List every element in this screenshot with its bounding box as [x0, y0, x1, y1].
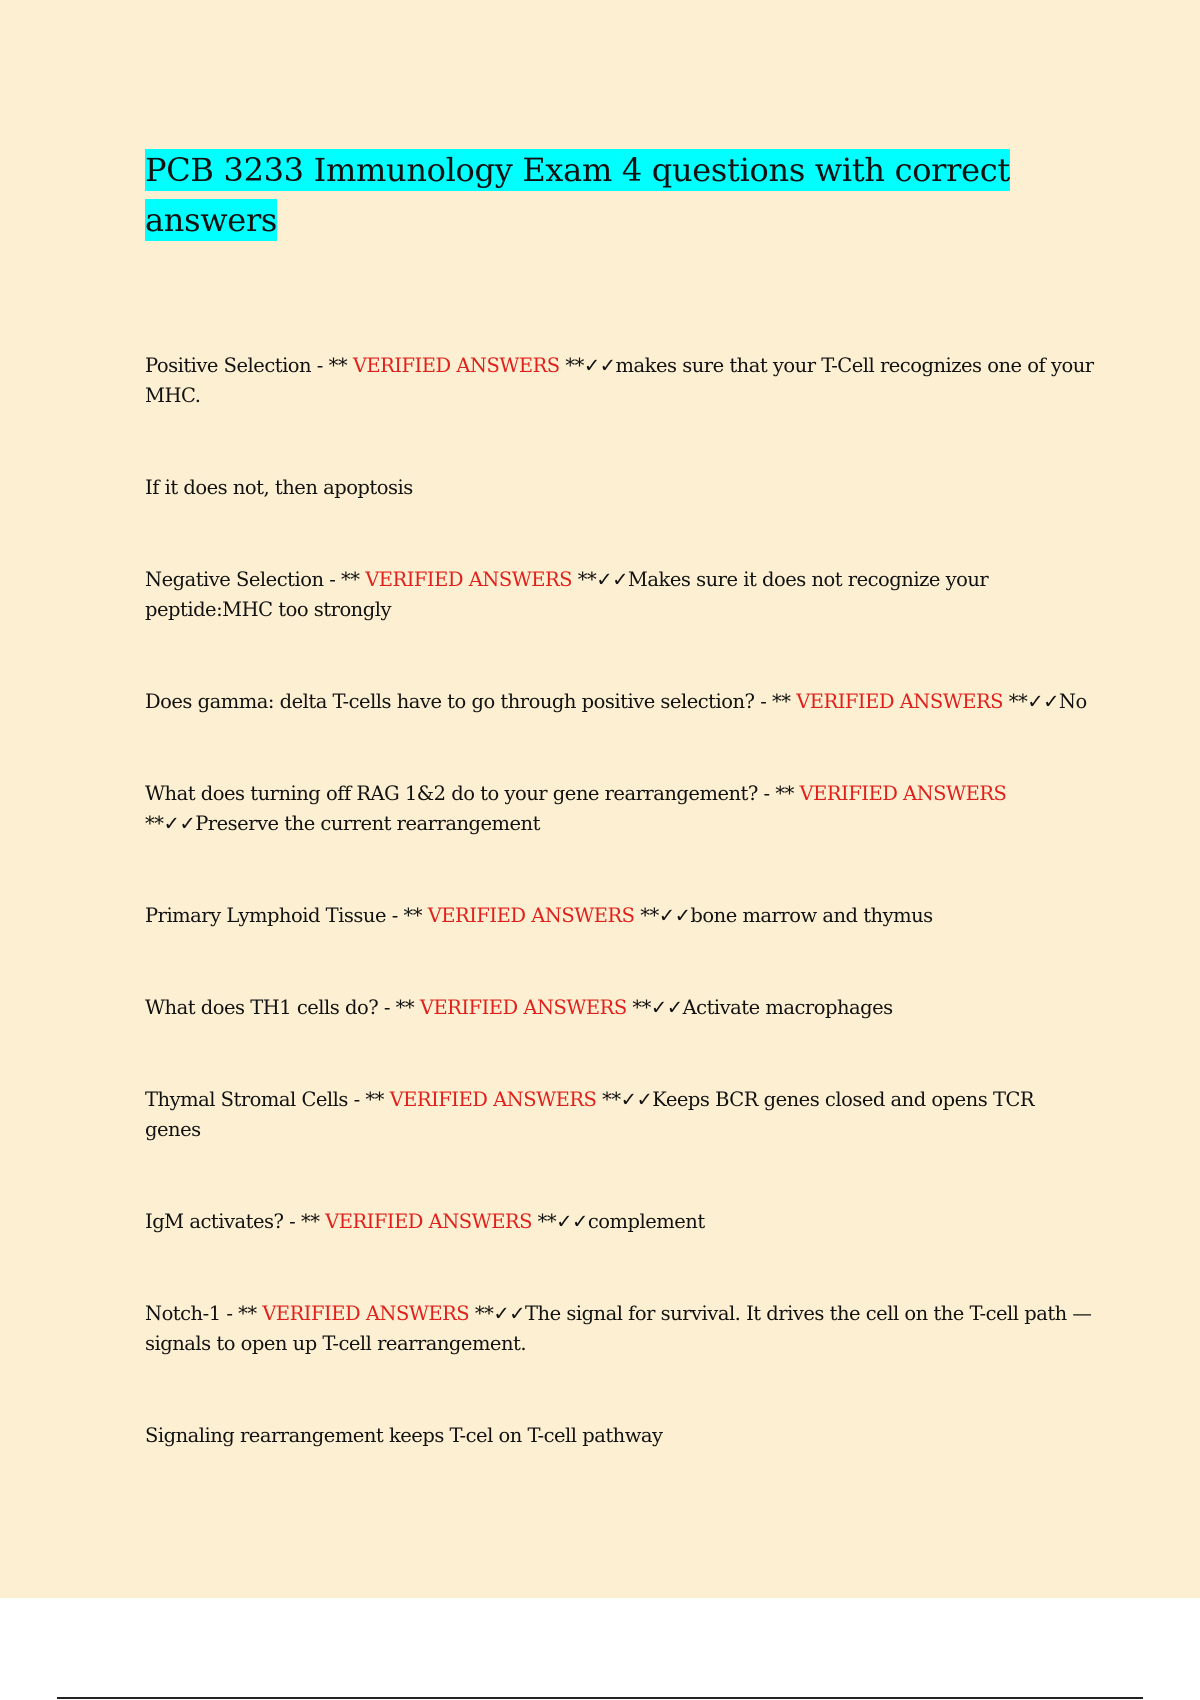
- stars-marker: **: [1008, 690, 1028, 713]
- stars-marker: **: [602, 1088, 621, 1111]
- check-icon: ✓✓: [650, 996, 683, 1019]
- verified-answers-label: VERIFIED ANSWERS: [427, 904, 635, 927]
- check-icon: ✓✓: [583, 354, 616, 377]
- question-text: What does TH1 cells do? -: [145, 996, 396, 1019]
- stars-marker: **: [537, 1210, 557, 1233]
- verified-answers-label: VERIFIED ANSWERS: [352, 354, 560, 377]
- qa-item: [145, 1207, 1095, 1237]
- stars-marker: **: [395, 996, 415, 1019]
- qa-item: [145, 687, 1095, 717]
- question-text: Does gamma: delta T-cells have to go through positive selection? -: [145, 690, 772, 713]
- qa-item: [145, 901, 1095, 931]
- verified-answers-label: VERIFIED ANSWERS: [799, 782, 1007, 805]
- stars-marker: **: [632, 996, 651, 1019]
- question-text: Negative Selection -: [145, 568, 341, 591]
- stars-marker: **: [565, 354, 584, 377]
- stars-marker: **: [403, 904, 422, 927]
- document-content: [145, 145, 1095, 1513]
- answer-text: makes sure that your T-Cell recognizes one of your MHC.: [145, 354, 1094, 407]
- check-icon: ✓✓: [596, 568, 628, 591]
- check-icon: ✓✓: [163, 812, 196, 835]
- check-icon: ✓✓: [493, 1302, 526, 1325]
- answer-text: Keeps BCR genes closed and opens TCR genes: [145, 1088, 1035, 1141]
- verified-answers-label: VERIFIED ANSWERS: [262, 1302, 470, 1325]
- stars-marker: **: [145, 812, 164, 835]
- note-line: Signaling rearrangement keeps T-cel on T-cell pathway: [145, 1424, 663, 1447]
- answer-text: The signal for survival. It drives the cell on the T-cell path — signals to open up T-cell rearrangement.: [145, 1302, 1092, 1355]
- stars-marker: **: [300, 1210, 320, 1233]
- footer-divider: [57, 1697, 1143, 1699]
- answer-text: Makes sure it does not recognize your peptide:MHC too strongly: [145, 568, 989, 621]
- question-text: Positive Selection -: [145, 354, 329, 377]
- qa-item: [145, 1299, 1095, 1359]
- answer-text: Preserve the current rearrangement: [195, 812, 540, 835]
- stars-marker: **: [640, 904, 659, 927]
- question-text: Notch-1 -: [145, 1302, 239, 1325]
- check-icon: ✓✓: [556, 1210, 588, 1233]
- qa-list: [145, 351, 1095, 1451]
- stars-marker: **: [775, 782, 794, 805]
- qa-item: [145, 351, 1095, 411]
- question-text: Primary Lymphoid Tissue -: [145, 904, 404, 927]
- title-highlight: PCB 3233 Immunology Exam 4 questions with correct answers: [145, 151, 1010, 239]
- qa-item: [145, 565, 1095, 625]
- question-text: Thymal Stromal Cells -: [145, 1088, 366, 1111]
- verified-answers-label: VERIFIED ANSWERS: [419, 996, 627, 1019]
- qa-item: [145, 779, 1095, 839]
- note-line: If it does not, then apoptosis: [145, 476, 413, 499]
- question-text: What does turning off RAG 1&2 do to your gene rearrangement? -: [145, 782, 776, 805]
- stars-marker: **: [328, 354, 348, 377]
- answer-text: complement: [587, 1210, 705, 1233]
- qa-item: [145, 1085, 1095, 1145]
- qa-item: [145, 993, 1095, 1023]
- question-text: IgM activates? -: [145, 1210, 301, 1233]
- stars-marker: **: [474, 1302, 494, 1325]
- answer-text: No: [1058, 690, 1087, 713]
- verified-answers-label: VERIFIED ANSWERS: [325, 1210, 532, 1233]
- stars-marker: **: [341, 568, 360, 591]
- answer-text: Activate macrophages: [682, 996, 893, 1019]
- verified-answers-label: VERIFIED ANSWERS: [389, 1088, 597, 1111]
- document-title: [145, 145, 1095, 245]
- check-icon: ✓✓: [1027, 690, 1059, 713]
- answer-text: bone marrow and thymus: [690, 904, 933, 927]
- check-icon: ✓✓: [620, 1088, 653, 1111]
- stars-marker: **: [577, 568, 597, 591]
- verified-answers-label: VERIFIED ANSWERS: [365, 568, 573, 591]
- stars-marker: **: [772, 690, 791, 713]
- verified-answers-label: VERIFIED ANSWERS: [796, 690, 1004, 713]
- stars-marker: **: [365, 1088, 384, 1111]
- check-icon: ✓✓: [658, 904, 691, 927]
- stars-marker: **: [238, 1302, 257, 1325]
